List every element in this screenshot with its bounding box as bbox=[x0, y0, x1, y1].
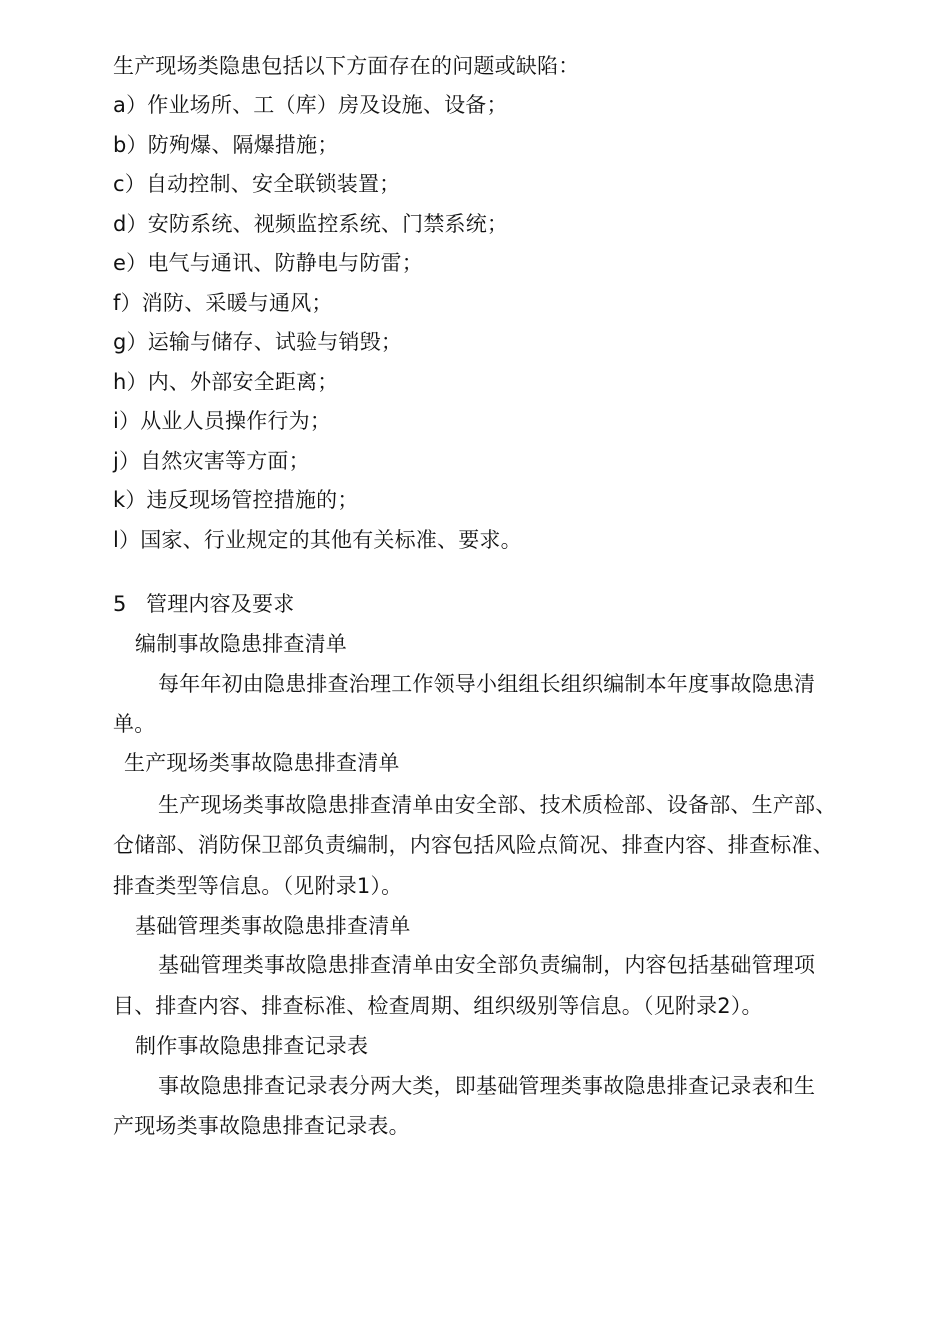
section-number: 5 bbox=[113, 592, 127, 616]
list-item: f）消防、采暖与通风； bbox=[113, 291, 333, 315]
paragraph-line: 事故隐患排查记录表分两大类，即基础管理类事故隐患排查记录表和生 bbox=[158, 1074, 816, 1098]
list-item: k）违反现场管控措施的； bbox=[113, 488, 359, 512]
subsection-heading: 制作事故隐患排查记录表 bbox=[135, 1034, 369, 1058]
paragraph-line: 仓储部、消防保卫部负责编制，内容包括风险点简况、排查内容、排查标准、 bbox=[113, 833, 834, 857]
list-item: d）安防系统、视频监控系统、门禁系统； bbox=[113, 212, 509, 236]
subsection-heading: 编制事故隐患排查清单 bbox=[135, 632, 347, 656]
list-item: e）电气与通讯、防静电与防雷； bbox=[113, 251, 423, 275]
list-item: i）从业人员操作行为； bbox=[113, 409, 332, 433]
paragraph-line: 生产现场类事故隐患排查清单由安全部、技术质检部、设备部、生产部、 bbox=[158, 793, 837, 817]
paragraph-line: 基础管理类事故隐患排查清单由安全部负责编制，内容包括基础管理项 bbox=[158, 953, 816, 977]
list-item: g）运输与储存、试验与销毁； bbox=[113, 330, 403, 354]
section-title: 管理内容及要求 bbox=[146, 592, 295, 616]
list-item: c）自动控制、安全联锁装置； bbox=[113, 172, 401, 196]
list-item: b）防殉爆、隔爆措施； bbox=[113, 133, 339, 157]
list-item: l）国家、行业规定的其他有关标准、要求。 bbox=[113, 528, 522, 552]
subsection-heading: 基础管理类事故隐患排查清单 bbox=[135, 914, 411, 938]
paragraph-line: 目、排查内容、排查标准、检查周期、组织级别等信息。（见附录2）。 bbox=[113, 994, 763, 1018]
intro-text: 生产现场类隐患包括以下方面存在的问题或缺陷： bbox=[113, 54, 580, 78]
paragraph-line: 每年年初由隐患排查治理工作领导小组组长组织编制本年度事故隐患清 bbox=[158, 672, 816, 696]
list-item: a）作业场所、工（库）房及设施、设备； bbox=[113, 93, 508, 117]
paragraph-line: 单。 bbox=[113, 712, 156, 736]
list-item: j）自然灾害等方面； bbox=[113, 449, 310, 473]
list-item: h）内、外部安全距离； bbox=[113, 370, 339, 394]
subsection-heading: 生产现场类事故隐患排查清单 bbox=[124, 751, 400, 775]
paragraph-line: 产现场类事故隐患排查记录表。 bbox=[113, 1114, 410, 1138]
paragraph-line: 排查类型等信息。（见附录1）。 bbox=[113, 874, 403, 898]
